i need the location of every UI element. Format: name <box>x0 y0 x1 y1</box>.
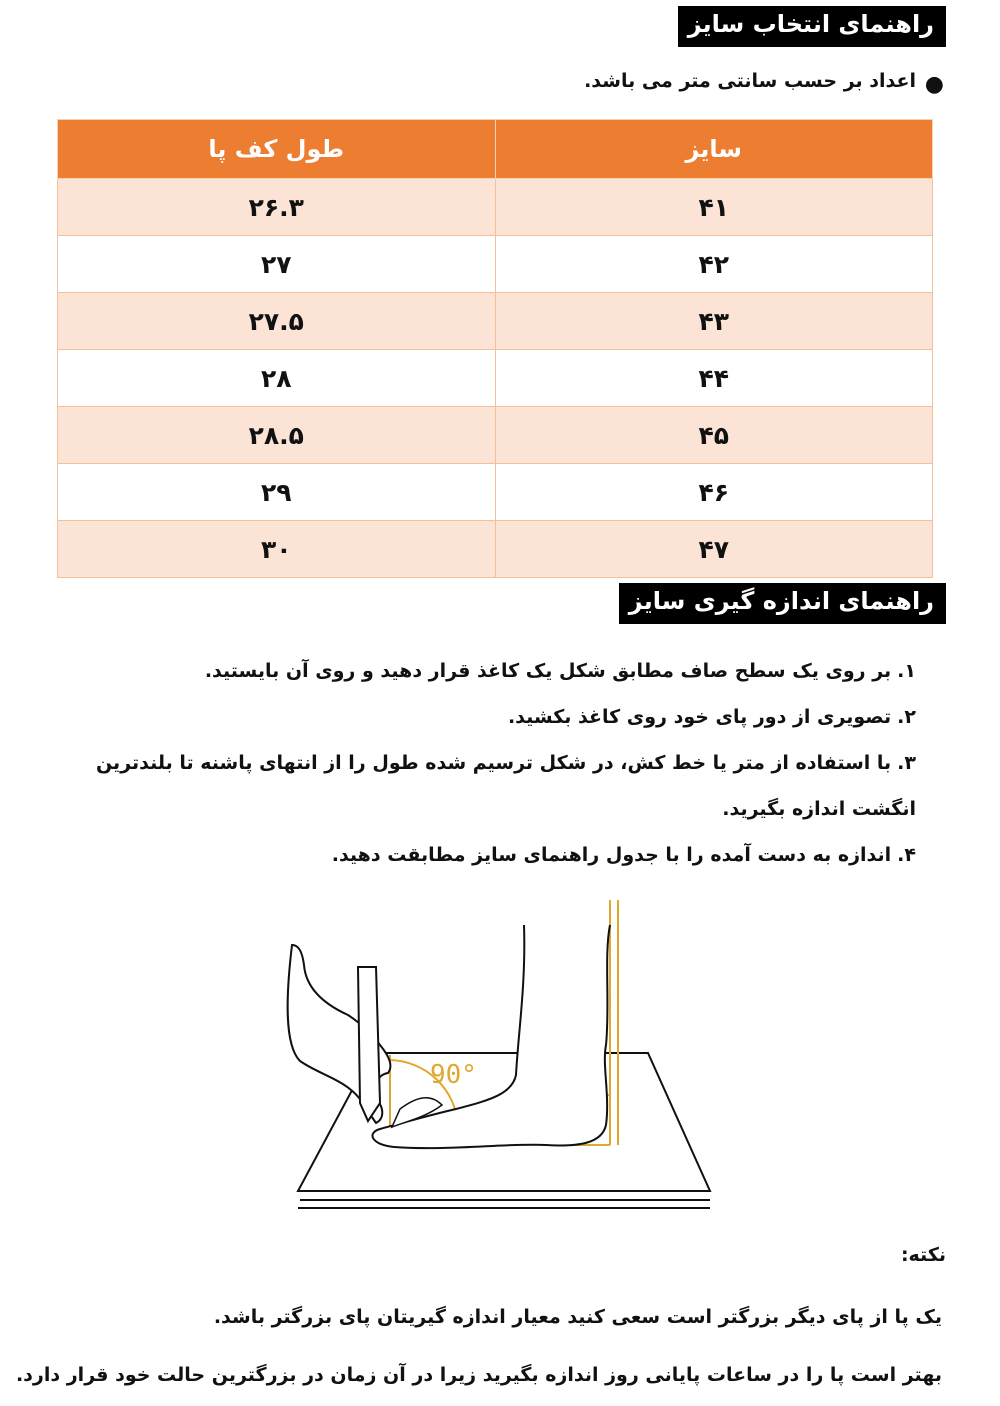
table-row <box>58 521 933 578</box>
measuring-steps <box>66 648 916 878</box>
step-item: ۲.تصویری از دور پای خود روی کاغذ بکشید. <box>507 706 916 728</box>
note-item: یک پا از پای دیگر بزرگتر است سعی کنید معیار اندازه گیریتان پای بزرگتر باشد. <box>213 1306 942 1328</box>
table-row <box>58 179 933 236</box>
size-table <box>57 119 933 578</box>
bullet-icon: ● <box>924 72 944 97</box>
length-cell: ۳۰ <box>58 521 496 578</box>
length-cell: ۲۶.۳ <box>58 179 496 236</box>
table-row <box>58 236 933 293</box>
units-note <box>584 70 944 97</box>
length-cell: ۲۸.۵ <box>58 407 496 464</box>
size-cell: ۴۲ <box>495 236 933 293</box>
step-item: ۳.با استفاده از متر یا خط کش، در شکل ترسیم شده طول را از انتهای پاشنه تا بلندترین انگشت اندازه بگیرید. <box>95 752 916 820</box>
size-cell: ۴۶ <box>495 464 933 521</box>
header-size: سایز <box>495 120 933 179</box>
note-label: نکته: <box>900 1244 946 1266</box>
size-guide-title: راهنمای انتخاب سایز <box>678 6 946 47</box>
table-row <box>58 350 933 407</box>
header-foot-length: طول کف پا <box>58 120 496 179</box>
length-cell: ۲۷ <box>58 236 496 293</box>
step-item: ۴.اندازه به دست آمده را با جدول راهنمای سایز مطابقت دهید. <box>331 844 916 866</box>
size-cell: ۴۳ <box>495 293 933 350</box>
size-cell: ۴۷ <box>495 521 933 578</box>
length-cell: ۲۹ <box>58 464 496 521</box>
pencil <box>358 967 380 1121</box>
angle-label-1: 90° <box>430 1060 477 1090</box>
note-item: بهتر است پا را در ساعات پایانی روز اندازه بگیرید زیرا در آن زمان در بزرگترین حالت خود قرار دارد. <box>15 1364 942 1386</box>
table-row <box>58 407 933 464</box>
step-item: ۱.بر روی یک سطح صاف مطابق شکل یک کاغذ قرار دهید و روی آن بایستید. <box>204 660 916 682</box>
size-cell: ۴۴ <box>495 350 933 407</box>
measuring-guide-title: راهنمای اندازه گیری سایز <box>619 583 946 624</box>
units-note-text: اعداد بر حسب سانتی متر می باشد. <box>584 70 916 92</box>
foot-measuring-illustration <box>280 895 720 1225</box>
table-row <box>58 464 933 521</box>
length-cell: ۲۷.۵ <box>58 293 496 350</box>
table-row <box>58 293 933 350</box>
size-cell: ۴۱ <box>495 179 933 236</box>
length-cell: ۲۸ <box>58 350 496 407</box>
table-header-row <box>58 120 933 179</box>
size-cell: ۴۵ <box>495 407 933 464</box>
